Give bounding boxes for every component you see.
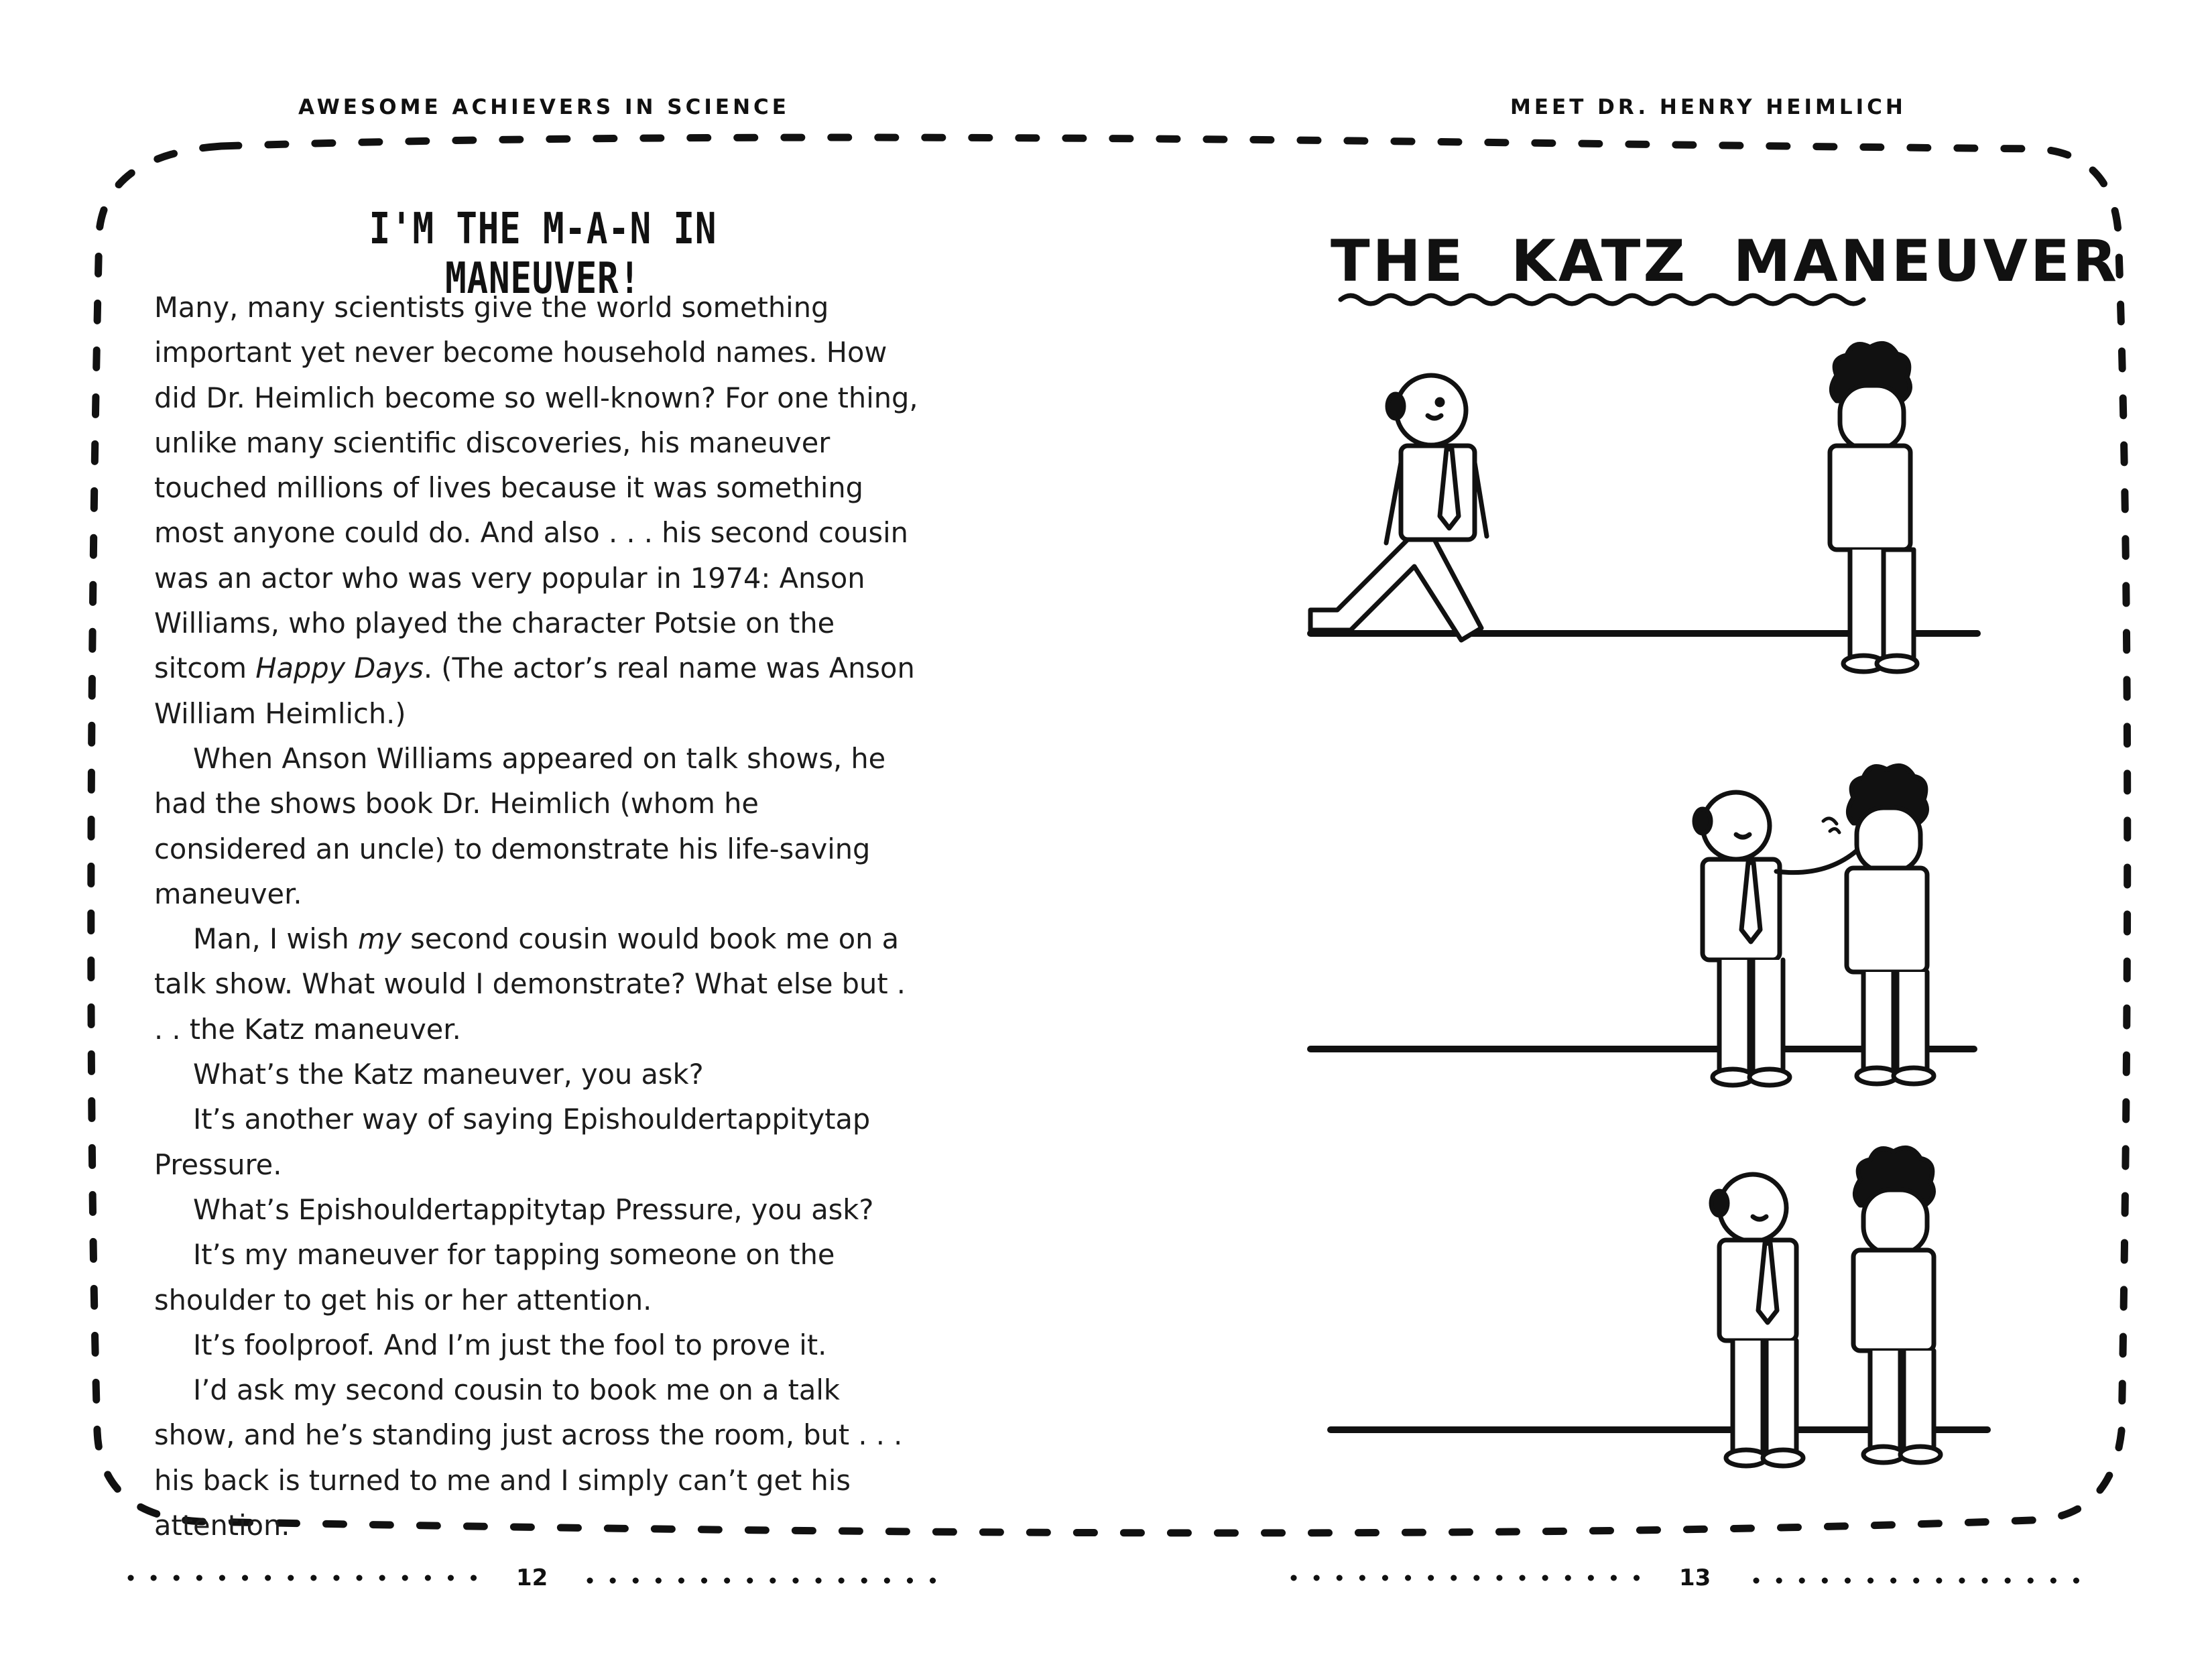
paragraph: When Anson Williams appeared on talk shows, he had the shows book Dr. Heimlich (whom he considered an uncle) to demonstrate his life-saving maneuver. <box>154 741 886 910</box>
running-head-right: MEET DR. HENRY HEIMLICH <box>1510 95 1906 119</box>
running-head-left: AWESOME ACHIEVERS IN SCIENCE <box>298 95 790 119</box>
left-man-head <box>1719 1174 1786 1241</box>
tapping-man-head <box>1703 792 1770 859</box>
paragraph: I’d ask my second cousin to book me on a talk show, and he’s standing just across the room, but . . . his back is turned to me and I simply can’t get his attention. <box>154 1373 903 1542</box>
title-squiggle-underline <box>1341 296 1863 304</box>
paragraph: Man, I wish my second cousin would book me on a talk show. What would I demonstrate? What else but . . . the Katz maneuver. <box>154 922 906 1046</box>
panel-2-tapping <box>1310 765 1974 1085</box>
section-heading: I'M THE M-A-N IN MANEUVER! <box>369 204 717 304</box>
paragraph: What’s the Katz maneuver, you ask? <box>193 1058 704 1091</box>
panel-1-walking <box>1310 343 1977 672</box>
page-number-right: 13 <box>1679 1564 1711 1591</box>
tapped-man-torso <box>1847 868 1927 972</box>
body-text <box>154 285 918 1548</box>
page-number-left: 12 <box>516 1564 548 1591</box>
paragraph: It’s another way of saying Epishouldertappitytap Pressure. <box>154 1103 871 1181</box>
right-man-torso <box>1853 1250 1934 1351</box>
right-man-head <box>1863 1190 1927 1253</box>
paragraph: It’s foolproof. And I’m just the fool to prove it. <box>193 1328 827 1361</box>
walking-man-torso <box>1401 446 1475 540</box>
standing-man-head <box>1840 385 1904 449</box>
walking-man-legs <box>1310 540 1481 640</box>
panel-3-standing <box>1331 1148 1987 1466</box>
standing-man-torso <box>1830 446 1910 550</box>
tapped-man-head <box>1857 808 1920 871</box>
paragraph: It’s my maneuver for tapping someone on the shoulder to get his or her attention. <box>154 1238 835 1316</box>
paragraph: Many, many scientists give the world something important yet never become household names. How did Dr. Heimlich become so well-known? For one thing, unlike many scientific discoveries, his maneuver touched millions of lives because it was something most anyone could do. And also . . . his second cousin was an actor who was very popular in 1974: Anson Williams, who played the character Potsie on the sitcom Happy Days. (The actor’s real name was Anson William Heimlich.) <box>154 291 918 730</box>
illustration-title: THE KATZ MANEUVER <box>1331 228 2119 295</box>
paragraph: What’s Epishouldertappitytap Pressure, you ask? <box>193 1192 874 1226</box>
walking-man-head <box>1396 375 1466 445</box>
